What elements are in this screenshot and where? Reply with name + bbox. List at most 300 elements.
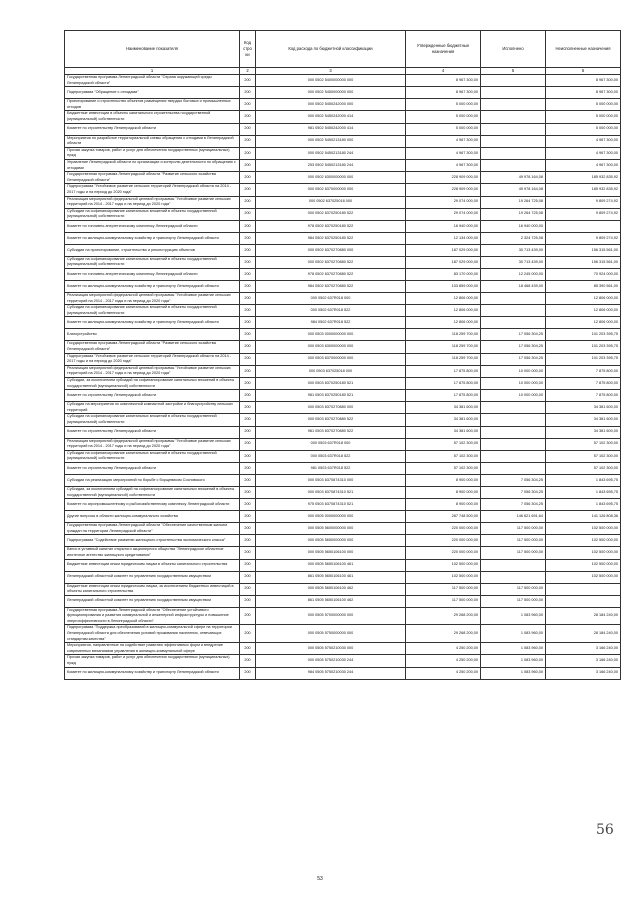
table-row [65,450,621,462]
row-executed: 30 713 439,00 [481,244,546,256]
row-classification: 000 0503 6370874310 521 [256,486,406,498]
row-code: 200 [240,438,256,450]
report-page [64,30,620,680]
row-code: 200 [240,317,256,329]
header-classification: Код расхода по бюджетной классификации [256,31,406,68]
row-unexecuted: 4 967 300,00 [546,135,621,147]
col-number: 2 [240,68,256,75]
row-approved: 4 967 300,00 [406,159,481,171]
page-number: 53 [317,876,323,882]
row-unexecuted: 185 932 835,92 [546,172,621,184]
row-approved: 17 875 800,00 [406,378,481,390]
row-classification: 000 0503 6370270880 522 [256,414,406,426]
table-row [65,87,621,99]
row-approved: 118 259 700,00 [406,353,481,365]
row-approved: 220 000 000,00 [406,535,481,547]
row-name: Прочая закупка товаров, работ и услуг для обеспечения государственных (муниципальных) нужд [65,655,240,667]
row-name: Подпрограмма "Обращение с отходами" [65,87,240,99]
row-classification: 861 0505 5650106100 462 [256,595,406,607]
row-unexecuted: 102 500 000,00 [546,559,621,571]
table-row [65,269,621,281]
row-code: 200 [240,511,256,523]
row-executed: 10 000 000,00 [481,390,546,402]
row-name: Управление Ленинградской области по организации и контролю деятельности по обращению с отходами [65,159,240,171]
row-approved: 17 875 800,00 [406,390,481,402]
row-executed: 49 978 164,08 [481,184,546,196]
row-code: 200 [240,111,256,123]
row-unexecuted: 9 809 274,92 [546,232,621,244]
row-code: 200 [240,655,256,667]
row-executed: 117 500 000,00 [481,547,546,559]
row-executed [481,123,546,135]
row-code: 200 [240,244,256,256]
row-name: Комитет по топливно-энергетическому комплексу Ленинградской области [65,269,240,281]
row-unexecuted: 102 500 000,00 [546,571,621,583]
row-classification: 981 0503 637R018 522 [256,462,406,474]
row-name: Субсидии, за исключением субсидий на софинансирование капитальных вложений в объекты государственной (муниципальной) собственности [65,378,240,390]
row-code: 200 [240,499,256,511]
row-executed: 117 500 000,00 [481,523,546,535]
row-executed [481,293,546,305]
row-executed [481,450,546,462]
row-unexecuted: 70 924 000,00 [546,269,621,281]
row-classification: 984 0505 5750210030 244 [256,667,406,679]
row-executed: 10 000 000,00 [481,365,546,377]
table-row [65,232,621,244]
table-row [65,595,621,607]
row-unexecuted: 102 500 000,00 [546,523,621,535]
row-classification: 000 0505 5750000000 000 [256,625,406,643]
row-approved: 12 134 000,00 [406,232,481,244]
row-code: 200 [240,220,256,232]
row-classification: 978 0502 6370250180 522 [256,220,406,232]
table-row [65,378,621,390]
table-row [65,414,621,426]
row-executed: 1 083 960,00 [481,667,546,679]
row-code: 200 [240,269,256,281]
row-name: Субсидии на софинансирование капитальных вложений в объекты государственной (муниципальной) собственности [65,305,240,317]
row-name: Государственная программа Ленинградской области "Обеспечение устойчивого функционирования и развития коммунальной и инженерной инфраструктуры и повышение энергоэффективности в Ленинградской области" [65,607,240,625]
row-executed: 17 056 304,25 [481,329,546,341]
row-code: 200 [240,208,256,220]
row-code: 200 [240,486,256,498]
table-row [65,244,621,256]
table-row [65,655,621,667]
row-approved: 29 268 200,00 [406,625,481,643]
row-executed: 7 056 304,25 [481,499,546,511]
row-classification: 000 0505 5750210030 244 [256,655,406,667]
row-code: 200 [240,535,256,547]
table-row [65,196,621,208]
table-row [65,172,621,184]
row-code: 200 [240,184,256,196]
row-classification: 000 0502 5450242000 000 [256,99,406,111]
row-name: Реализация мероприятий федеральной целевой программы "Устойчивое развитие сельских территорий на 2014 - 2017 годы и на период до 2020 года" [65,365,240,377]
row-unexecuted [546,583,621,595]
row-classification: 000 0505 0000000000 000 [256,511,406,523]
row-code: 200 [240,667,256,679]
row-executed [481,317,546,329]
row-unexecuted [546,595,621,607]
row-classification: 000 0502 6370250180 522 [256,208,406,220]
budget-execution-table [64,30,621,680]
row-classification: 000 0502 637R018 000 [256,293,406,305]
row-approved: 117 500 000,00 [406,595,481,607]
header-code: Код стро ки [240,31,256,68]
row-approved: 16 940 000,00 [406,220,481,232]
row-approved: 83 170 000,00 [406,269,481,281]
row-approved: 4 250 200,00 [406,643,481,655]
row-approved: 5 000 000,00 [406,99,481,111]
row-classification: 975 0503 6370874310 521 [256,499,406,511]
row-executed [481,402,546,414]
col-number: 6 [546,68,621,75]
row-approved: 4 967 300,00 [406,147,481,159]
table-row [65,305,621,317]
row-executed: 117 500 000,00 [481,595,546,607]
row-name: Мероприятия по разработке территориальной схемы обращения с отходами в Ленинградской области [65,135,240,147]
row-unexecuted: 34 381 600,00 [546,414,621,426]
row-classification: 000 0502 6370000000 000 [256,184,406,196]
row-executed: 117 500 000,00 [481,535,546,547]
row-unexecuted: 9 809 274,92 [546,208,621,220]
row-classification: 000 0505 5750210030 000 [256,643,406,655]
row-unexecuted: 101 203 395,75 [546,353,621,365]
row-executed [481,559,546,571]
row-code: 200 [240,256,256,268]
row-unexecuted: 1 843 695,75 [546,499,621,511]
row-approved: 17 875 800,00 [406,365,481,377]
row-executed: 7 056 304,25 [481,486,546,498]
row-name: Субсидии на софинансирование капитальных вложений в объекты государственной (муниципальной) собственности [65,208,240,220]
row-executed: 17 056 304,25 [481,353,546,365]
col-number: 4 [406,68,481,75]
row-approved: 5 000 000,00 [406,123,481,135]
row-code: 200 [240,583,256,595]
table-body [65,75,621,680]
row-code: 200 [240,559,256,571]
row-classification: 000 0505 5650106100 461 [256,559,406,571]
row-approved: 29 268 200,00 [406,607,481,625]
row-classification: 861 0505 5650106100 461 [256,571,406,583]
row-classification: 984 0502 6370250180 522 [256,232,406,244]
row-approved: 57 102 300,00 [406,462,481,474]
row-name: Прочая закупка товаров, работ и услуг для обеспечения государственных (муниципальных) нужд [65,147,240,159]
row-unexecuted: 5 000 000,00 [546,99,621,111]
row-unexecuted: 3 166 240,00 [546,667,621,679]
row-classification: 000 0502 5400000000 000 [256,75,406,87]
column-number-row [65,68,621,75]
col-number: 1 [65,68,240,75]
row-name: Комитет по жилищно-коммунальному хозяйству и транспорту Ленинградской области [65,281,240,293]
table-row [65,523,621,535]
row-name: Субсидии на софинансирование капитальных вложений в объекты государственной (муниципальной) собственности [65,414,240,426]
table-row [65,293,621,305]
row-unexecuted: 3 166 240,00 [546,643,621,655]
row-unexecuted: 102 500 000,00 [546,547,621,559]
row-executed [481,159,546,171]
row-approved: 4 250 200,00 [406,667,481,679]
row-executed [481,99,546,111]
row-name: Благоустройство [65,329,240,341]
row-approved: 8 900 000,00 [406,474,481,486]
row-approved: 12 806 000,00 [406,317,481,329]
table-row [65,123,621,135]
row-approved: 102 500 000,00 [406,571,481,583]
table-row [65,184,621,196]
table-row [65,111,621,123]
row-code: 200 [240,341,256,353]
row-executed [481,75,546,87]
row-executed [481,438,546,450]
row-executed: 16 940 000,00 [481,220,546,232]
row-name: Комитет по строительству Ленинградской области [65,123,240,135]
table-row [65,625,621,643]
row-approved: 8 900 000,00 [406,499,481,511]
row-code: 200 [240,474,256,486]
table-header-row [65,31,621,68]
row-name: Государственная программа Ленинградской области "Развитие сельского хозяйства Ленинградской области" [65,172,240,184]
row-classification: 000 0503 6370874310 000 [256,474,406,486]
row-executed: 1 083 960,00 [481,655,546,667]
row-classification: 000 0502 6300000000 000 [256,172,406,184]
row-code: 200 [240,547,256,559]
row-name: Бюджетные инвестиции иным юридическим лицам, за исключением бюджетных инвестиций в объекты капитального строительства [65,583,240,595]
row-executed [481,87,546,99]
row-classification: 253 0502 5450213180 244 [256,159,406,171]
row-name: Комитет по жилищно-коммунальному хозяйству и транспорту Ленинградской области [65,232,240,244]
row-classification: 000 0502 5450213180 000 [256,135,406,147]
row-code: 200 [240,75,256,87]
table-row [65,147,621,159]
row-executed: 12 245 000,00 [481,269,546,281]
row-approved: 4 967 300,00 [406,135,481,147]
row-unexecuted: 57 102 300,00 [546,462,621,474]
header-name: Наименование показателя [65,31,240,68]
row-approved: 4 250 200,00 [406,655,481,667]
row-code: 200 [240,414,256,426]
row-executed: 1 083 960,00 [481,607,546,625]
row-name: Подпрограмма "Устойчивое развитие сельских территорий Ленинградской области на 2014 - 2017 годы и на период до 2020 года" [65,353,240,365]
row-executed [481,462,546,474]
row-classification: 000 0505 5600000000 000 [256,523,406,535]
table-row [65,462,621,474]
row-code: 200 [240,462,256,474]
row-code: 200 [240,293,256,305]
row-executed: 1 083 960,00 [481,625,546,643]
row-unexecuted: 34 381 600,00 [546,426,621,438]
row-approved: 8 967 300,00 [406,75,481,87]
row-approved: 118 259 700,00 [406,341,481,353]
row-unexecuted: 4 967 300,00 [546,159,621,171]
row-unexecuted: 156 315 561,00 [546,244,621,256]
row-executed: 10 000 000,00 [481,378,546,390]
table-row [65,353,621,365]
row-name: Реализация мероприятий федеральной целевой программы "Устойчивое развитие сельских территорий на 2014 - 2017 годы и на период до 2020 года" [65,438,240,450]
row-classification: 984 0502 637R018 522 [256,317,406,329]
table-row [65,208,621,220]
row-executed: 49 978 164,08 [481,172,546,184]
row-unexecuted: 4 967 300,00 [546,147,621,159]
row-executed: 146 621 691,64 [481,511,546,523]
row-code: 200 [240,607,256,625]
row-classification: 000 0505 5650106100 000 [256,547,406,559]
row-unexecuted: 7 875 800,00 [546,378,621,390]
row-name: Реализация мероприятий федеральной целевой программы "Устойчивое развитие сельских территорий на 2014 - 2017 годы и на период до 2020 года" [65,196,240,208]
row-classification: 000 0503 637R018 522 [256,450,406,462]
row-unexecuted [546,220,621,232]
row-approved: 103 859 000,00 [406,281,481,293]
row-approved: 29 074 000,00 [406,208,481,220]
row-unexecuted: 12 806 000,00 [546,305,621,317]
row-name: Комитет по топливно-энергетическому комплексу Ленинградской области [65,220,240,232]
row-approved: 187 029 000,00 [406,244,481,256]
table-row [65,426,621,438]
row-executed [481,111,546,123]
row-unexecuted: 57 102 300,00 [546,450,621,462]
row-unexecuted: 12 806 000,00 [546,293,621,305]
row-unexecuted: 12 806 000,00 [546,317,621,329]
row-name: Государственная программа Ленинградской области "Охрана окружающей среды Ленинградской области" [65,75,240,87]
row-approved: 29 074 000,00 [406,196,481,208]
row-executed: 2 324 725,08 [481,232,546,244]
row-name: Подпрограмма "Устойчивое развитие сельских территорий Ленинградской области на 2014 - 2017 годы и на период до 2020 года" [65,184,240,196]
row-name: Ленинградский областной комитет по управлению государственным имуществом [65,571,240,583]
row-classification: 000 0505 5650106100 462 [256,583,406,595]
row-code: 200 [240,87,256,99]
row-classification: 981 0502 5450242000 414 [256,123,406,135]
row-unexecuted: 8 967 300,00 [546,87,621,99]
row-approved: 118 259 700,00 [406,329,481,341]
row-code: 200 [240,571,256,583]
table-row [65,329,621,341]
row-approved: 287 748 500,00 [406,511,481,523]
row-unexecuted: 57 102 300,00 [546,438,621,450]
row-approved: 220 000 000,00 [406,523,481,535]
row-executed: 19 264 725,08 [481,208,546,220]
row-code: 200 [240,135,256,147]
row-approved: 102 500 000,00 [406,559,481,571]
row-code: 200 [240,329,256,341]
table-row [65,667,621,679]
row-executed [481,571,546,583]
row-name: Проектирование и строительство объектов размещения твердых бытовых и промышленных отходов [65,99,240,111]
row-approved: 8 967 300,00 [406,87,481,99]
row-code: 200 [240,365,256,377]
row-classification: 000 0503 6370000000 000 [256,353,406,365]
row-name: Субсидии на мероприятия по комплексной компактной застройке и благоустройству сельских территорий [65,402,240,414]
row-classification: 978 0502 6370270880 522 [256,269,406,281]
table-row [65,607,621,625]
row-unexecuted: 85 390 561,00 [546,281,621,293]
row-classification: 000 0505 5650000000 000 [256,535,406,547]
row-approved: 8 900 000,00 [406,486,481,498]
row-classification: 000 0502 6370270880 000 [256,244,406,256]
row-name: Комитет по жилищно-коммунальному хозяйству и транспорту Ленинградской области [65,667,240,679]
row-unexecuted: 102 500 000,00 [546,535,621,547]
table-row [65,511,621,523]
row-approved: 220 000 000,00 [406,547,481,559]
table-row [65,99,621,111]
table-row [65,341,621,353]
table-row [65,256,621,268]
row-code: 200 [240,402,256,414]
table-row [65,559,621,571]
row-name: Субсидии, за исключением субсидий на софинансирование капитальных вложений в объекты государственной (муниципальной) собственности [65,486,240,498]
row-unexecuted: 3 166 240,00 [546,655,621,667]
row-classification: 000 0502 5450213180 244 [256,147,406,159]
row-unexecuted: 1 843 695,75 [546,486,621,498]
row-unexecuted: 34 381 600,00 [546,402,621,414]
row-executed [481,135,546,147]
row-executed: 17 056 304,25 [481,341,546,353]
row-executed: 7 056 304,25 [481,474,546,486]
row-name: Комитет по строительству Ленинградской области [65,462,240,474]
row-name: Взнос в уставный капитал открытого акционерного общества "Ленинградское областное ипотечное агентство жилищного кредитования" [65,547,240,559]
row-unexecuted: 1 843 695,75 [546,474,621,486]
row-name: Бюджетные инвестиции иным юридическим лицам в объекты капитального строительства [65,559,240,571]
row-unexecuted: 5 000 000,00 [546,123,621,135]
row-code: 200 [240,172,256,184]
row-name: Комитет по агропромышленному и рыбохозяйственному комплексу Ленинградской области [65,499,240,511]
row-classification: 000 0503 6370270880 000 [256,402,406,414]
row-approved: 5 000 000,00 [406,111,481,123]
header-approved: Утвержденные бюджетные назначения [406,31,481,68]
table-row [65,281,621,293]
row-unexecuted: 7 875 800,00 [546,390,621,402]
row-name: Субсидии на реализацию мероприятий по борьбе с борщевиком Сосновского [65,474,240,486]
row-unexecuted: 7 875 800,00 [546,365,621,377]
row-classification: 981 0503 6370270880 522 [256,426,406,438]
row-name: Другие вопросы в области жилищно-коммунального хозяйства [65,511,240,523]
row-classification: 984 0502 6370270880 522 [256,281,406,293]
row-code: 200 [240,378,256,390]
row-name: Ленинградский областной комитет по управлению государственным имуществом [65,595,240,607]
row-approved: 228 909 000,00 [406,172,481,184]
row-executed: 1 083 960,00 [481,643,546,655]
row-name: Комитет по жилищно-коммунальному хозяйству и транспорту Ленинградской области [65,317,240,329]
row-name: Субсидии на софинансирование капитальных вложений в объекты государственной (муниципальной) собственности [65,256,240,268]
col-number: 3 [256,68,406,75]
table-row [65,438,621,450]
row-executed [481,147,546,159]
table-row [65,535,621,547]
row-name: Государственная программа Ленинградской области "Развитие сельского хозяйства Ленинградской области" [65,341,240,353]
row-name: Субсидии на софинансирование капитальных вложений в объекты государственной (муниципальной) собственности [65,450,240,462]
table-row [65,75,621,87]
table-row [65,135,621,147]
table-row [65,317,621,329]
row-name: Бюджетные инвестиции в объекты капитального строительства государственной (муниципальной) собственности [65,111,240,123]
row-approved: 12 806 000,00 [406,305,481,317]
row-code: 200 [240,196,256,208]
row-approved: 117 500 000,00 [406,583,481,595]
row-executed: 19 264 725,08 [481,196,546,208]
table-row [65,547,621,559]
table-row [65,402,621,414]
row-name: Мероприятия, направленные на содействие развитию эффективных форм и внедрение современных механизмов управления в жилищно-коммунальной сфере [65,643,240,655]
table-row [65,159,621,171]
row-classification: 000 0503 6300000000 000 [256,341,406,353]
table-row [65,365,621,377]
row-code: 200 [240,123,256,135]
table-row [65,643,621,655]
row-unexecuted: 101 203 395,75 [546,329,621,341]
row-code: 200 [240,353,256,365]
row-executed [481,426,546,438]
row-unexecuted: 9 809 274,92 [546,196,621,208]
row-unexecuted: 28 184 240,00 [546,625,621,643]
